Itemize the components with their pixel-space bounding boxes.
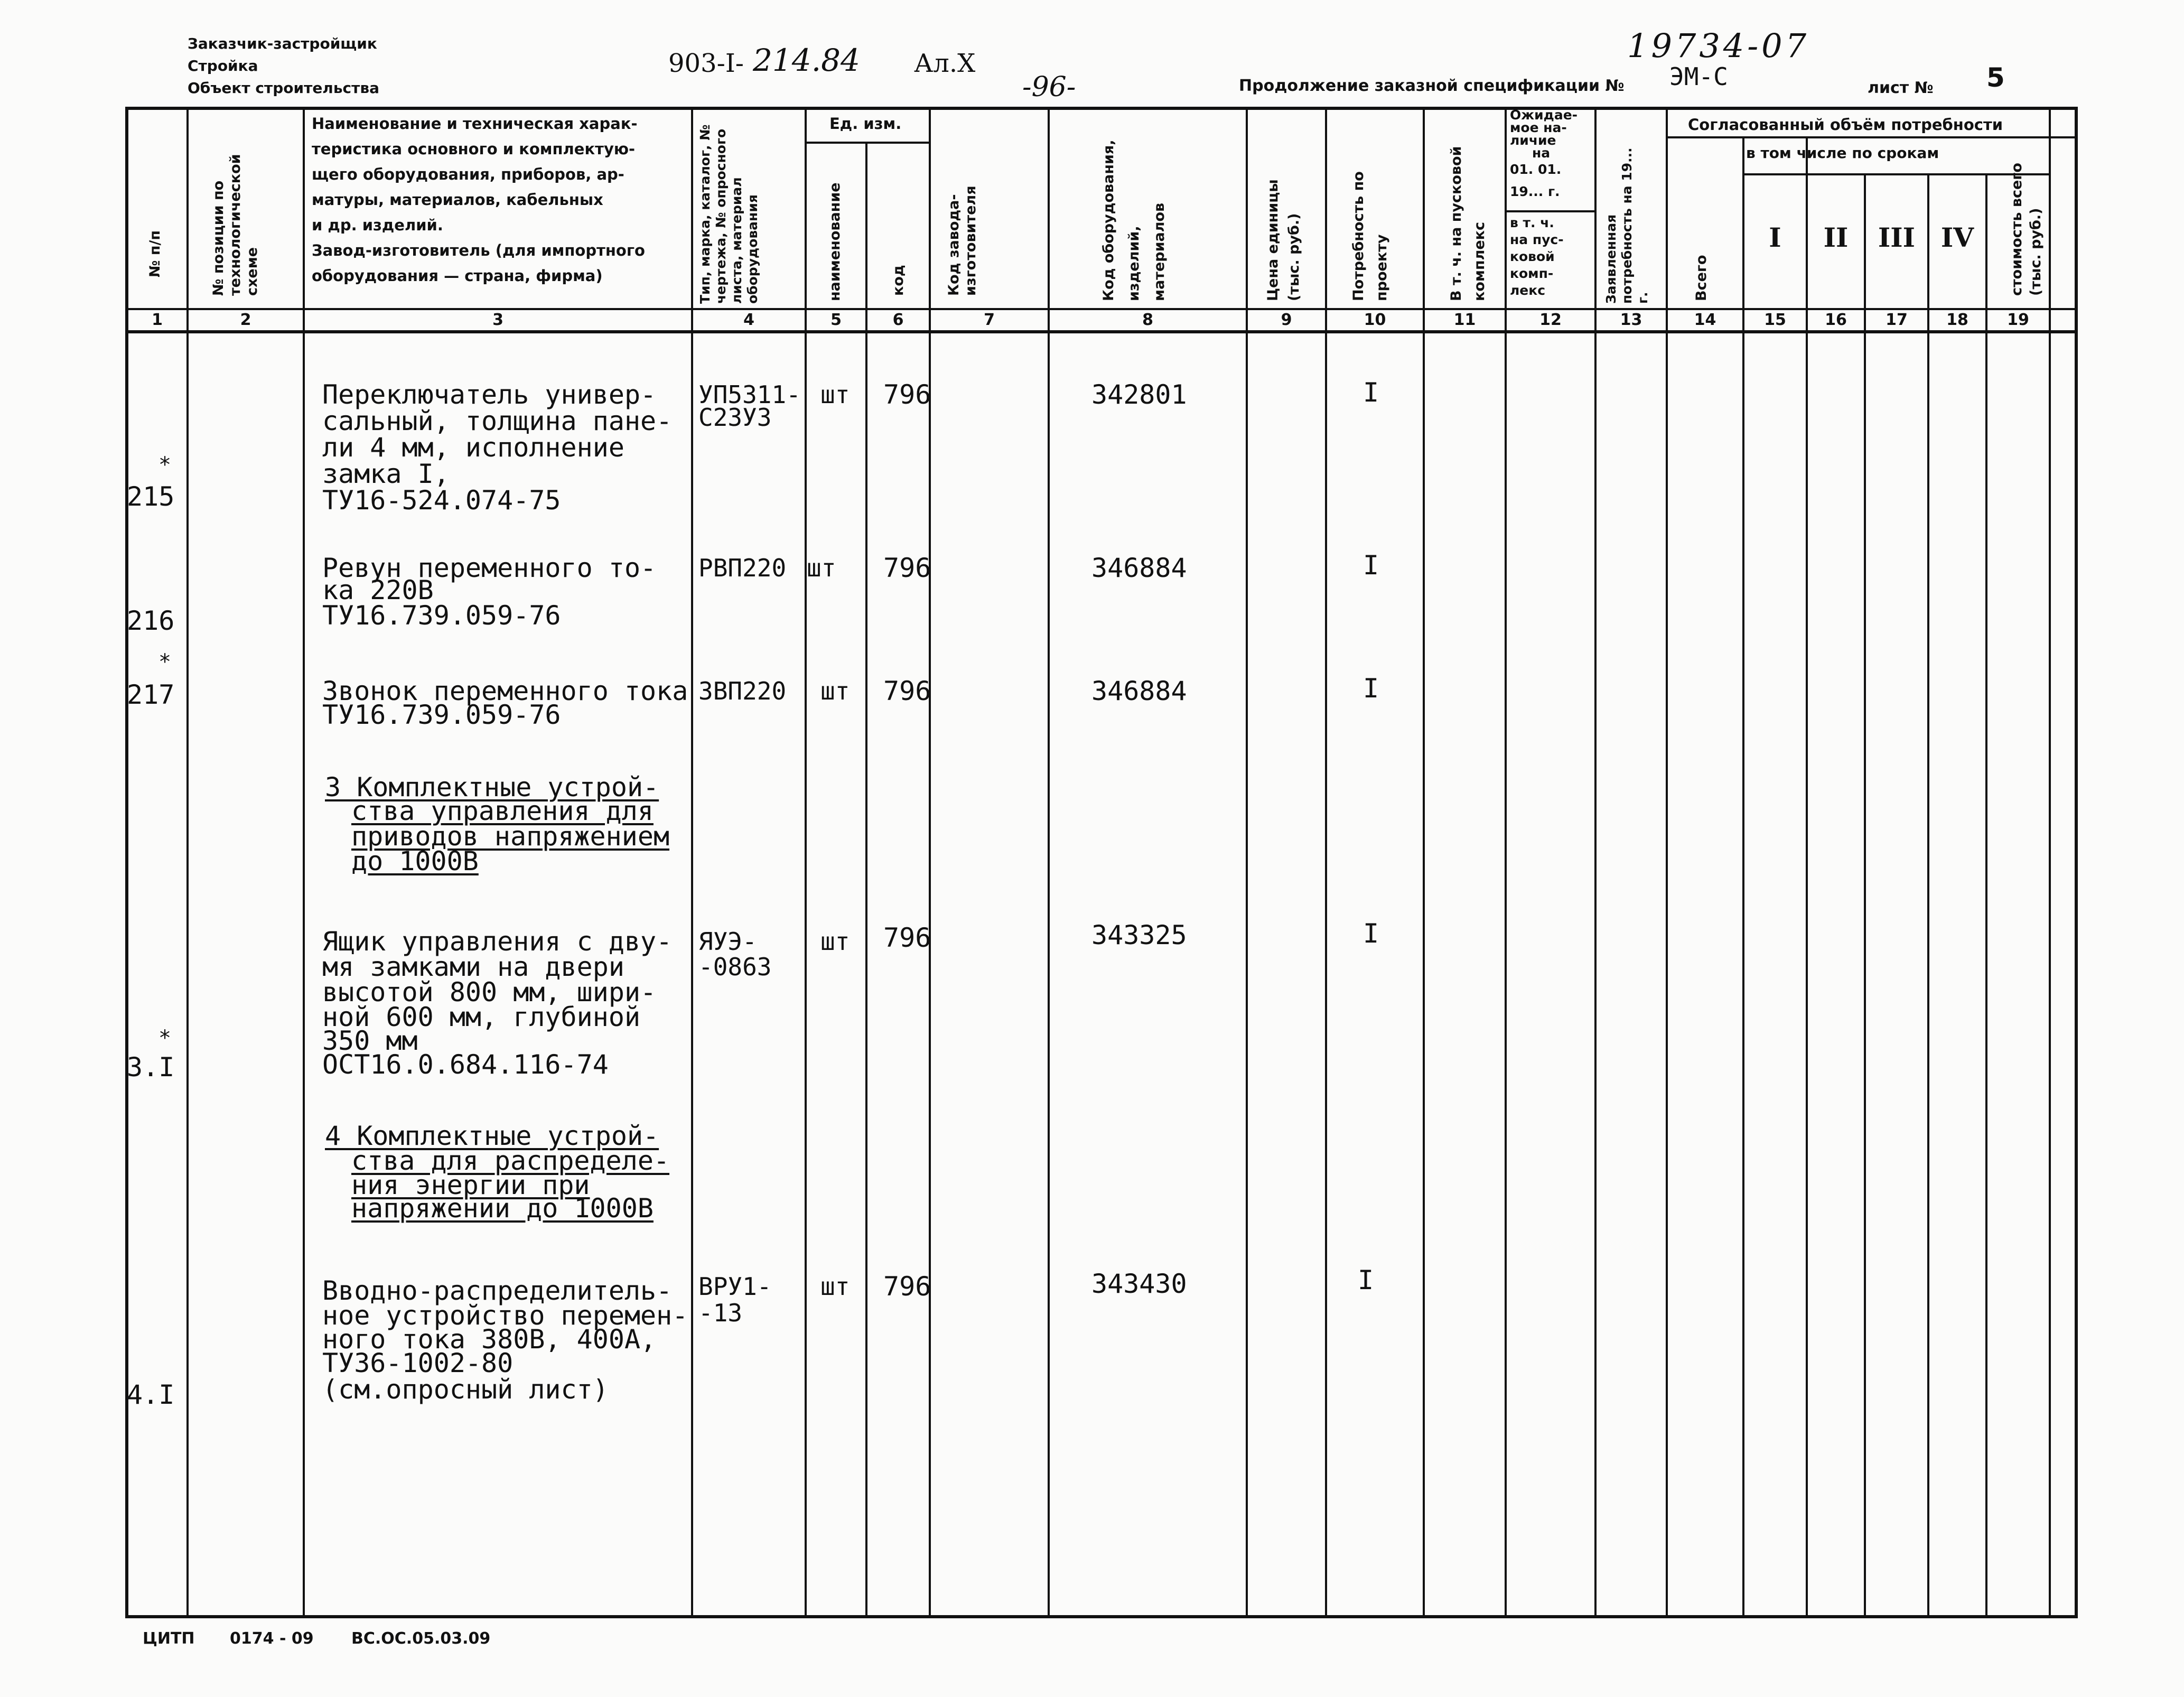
col-header-unit-name: наименование <box>827 182 843 301</box>
col-header-expected-sub-3: ковой <box>1510 249 1555 264</box>
item-name-line: Звонок переменного тока <box>322 676 688 706</box>
row-marker-star: * <box>158 1026 172 1050</box>
col-header-equipment-code: Код оборудования, изделий, материалов <box>1100 139 1168 301</box>
col-header-expected-sub-2: на пус- <box>1510 232 1564 247</box>
item-unit-code: 796 <box>883 553 931 583</box>
item-name-line: ТУ36-1002-80 <box>322 1348 514 1378</box>
item-type: ЯУЭ- <box>698 927 757 956</box>
item-name-line: ТУ16-524.074-75 <box>322 485 561 516</box>
spec-continuation-label: Продолжение заказной спецификации № <box>1239 77 1625 95</box>
inventory-number: 19734-07 <box>1627 26 1810 65</box>
item-type: ВРУ1- <box>698 1272 772 1301</box>
item-unit: шт <box>807 554 836 582</box>
construction-label: Стройка <box>188 57 258 74</box>
item-type: -13 <box>698 1299 743 1327</box>
doc-code: 903-I- <box>668 49 744 78</box>
doc-code-handwritten: 214.84 <box>753 42 860 78</box>
item-name-line: ного тока 380В, 400А, <box>322 1324 657 1355</box>
col-header-expected-2: мое на- <box>1510 120 1567 135</box>
item-project-need: I <box>1363 673 1379 704</box>
section-title-line: напряжении до 1000В <box>351 1193 654 1224</box>
row-position: 217 <box>127 679 175 710</box>
album-label: Ал.X <box>914 49 976 78</box>
row-position: 4.I <box>127 1379 175 1410</box>
item-equipment-code: 343430 <box>1091 1269 1187 1299</box>
col-header-term-4: IV <box>1940 222 1974 253</box>
section-title-line: 3 Комплектные устрой- <box>325 772 659 803</box>
col-header-description-2: теристика основного и комплектую- <box>312 140 636 158</box>
col-number: 6 <box>892 311 904 329</box>
sheet-label: лист № <box>1868 79 1934 97</box>
footer-code: 0174 - 09 <box>230 1629 314 1648</box>
item-unit-code: 796 <box>883 676 931 706</box>
col-number: 8 <box>1142 311 1153 329</box>
col-header-description-6: Завод-изготовитель (для импортного <box>312 241 645 259</box>
col-header-term-3: III <box>1878 222 1916 253</box>
item-project-need: I <box>1363 377 1379 408</box>
col-number: 14 <box>1694 311 1716 329</box>
item-name-line: Переключатель универ- <box>322 379 657 410</box>
item-name-line: ТУ16.739.059-76 <box>322 600 561 631</box>
item-name-line: ли 4 мм, исполнение <box>322 432 624 463</box>
row-position: 216 <box>127 605 175 636</box>
section-title-line: до 1000В <box>351 846 479 877</box>
col-number: 11 <box>1453 311 1476 329</box>
item-unit-code: 796 <box>883 922 931 953</box>
item-name-line: 350 мм <box>322 1025 418 1056</box>
item-name-line: ТУ16.739.059-76 <box>322 700 561 730</box>
item-project-need: I <box>1358 1265 1374 1295</box>
row-position: 3.I <box>127 1052 175 1083</box>
spec-number: ЭМ-С <box>1669 62 1728 91</box>
item-name-line: мя замками на двери <box>322 952 624 982</box>
item-name-line: высотой 800 мм, шири- <box>322 977 657 1008</box>
item-unit-code: 796 <box>883 1271 931 1302</box>
item-type: -0863 <box>698 953 772 981</box>
section-title-line: ства для распределе- <box>351 1145 670 1176</box>
item-name-line: ОСТ16.0.684.116-74 <box>322 1049 609 1080</box>
col-number: 9 <box>1281 311 1292 329</box>
col-number: 10 <box>1364 311 1386 329</box>
sheet-number: 5 <box>1986 62 2005 93</box>
col-header-description-1: Наименование и техническая харак- <box>312 115 638 133</box>
col-header-expected-6: 19... г. <box>1510 184 1560 199</box>
footer-reference: ВС.ОС.05.03.09 <box>351 1629 491 1648</box>
item-name-line: замка I, <box>322 459 450 489</box>
col-number: 5 <box>830 311 842 329</box>
item-equipment-code: 342801 <box>1091 379 1187 410</box>
col-number: 4 <box>743 311 754 329</box>
col-header-description-7: оборудования — страна, фирма) <box>312 267 603 285</box>
item-unit: шт <box>820 1272 850 1301</box>
item-type: РВП220 <box>698 554 787 582</box>
col-header-agreed-volume: Согласованный объём потребности <box>1688 116 2003 134</box>
item-type: ЗВП220 <box>698 677 787 705</box>
section-title-line: ства управления для <box>351 796 654 826</box>
section-title-line: ния энергии при <box>351 1170 590 1200</box>
item-equipment-code: 343325 <box>1091 920 1187 950</box>
col-header-term-1: I <box>1769 222 1781 253</box>
col-number: 13 <box>1620 311 1642 329</box>
col-header-expected-sub-5: лекс <box>1510 283 1546 298</box>
item-name-line: Вводно-распределитель- <box>322 1275 673 1306</box>
item-name-line: сальный, толщина пане- <box>322 406 673 436</box>
col-header-declared-need: Заявленная потребность на 19... г. <box>1603 147 1650 304</box>
item-unit: шт <box>820 927 850 956</box>
col-header-description-5: и др. изделий. <box>312 216 443 234</box>
col-number: 3 <box>492 311 503 329</box>
item-project-need: I <box>1363 550 1379 581</box>
col-header-expected-sub-4: комп- <box>1510 266 1554 281</box>
section-title-line: 4 Комплектные устрой- <box>325 1121 659 1151</box>
col-header-manufacturer-code: Код завода-изготовителя <box>946 185 979 296</box>
object-label: Объект строительства <box>188 79 379 97</box>
item-name-line: ка 220В <box>322 575 434 605</box>
col-number: 17 <box>1886 311 1908 329</box>
col-header-expected-1: Ожидае- <box>1510 107 1578 123</box>
item-project-need: I <box>1363 918 1379 949</box>
section-title-line: приводов напряжением <box>351 821 670 852</box>
customer-label: Заказчик-застройщик <box>188 35 377 52</box>
row-marker-star: * <box>158 650 172 674</box>
col-header-unit-price: Цена единицы (тыс. руб.) <box>1265 179 1302 301</box>
item-name-line: ное устройство перемен- <box>322 1300 688 1331</box>
item-unit: шт <box>820 380 850 409</box>
col-header-term-2: II <box>1823 222 1849 253</box>
col-header-startup-complex: В т. ч. на пусковой комплекс <box>1448 146 1488 301</box>
row-position: 215 <box>127 481 175 512</box>
col-number: 12 <box>1539 311 1562 329</box>
item-name-line: Ящик управления с дву- <box>322 926 673 957</box>
col-header-total: Всего <box>1693 255 1710 301</box>
col-header-type: Тип, марка, каталог, № чертежа, № опросного листа, материал оборудования <box>697 124 760 304</box>
item-name-line: ной 600 мм, глубиной <box>322 1002 641 1032</box>
item-name-line: (см.опросный лист) <box>322 1374 609 1405</box>
item-unit-code: 796 <box>883 379 931 410</box>
col-number: 1 <box>152 311 163 329</box>
col-header-position: № позиции по технологической схеме <box>210 154 260 296</box>
item-type: С23У3 <box>698 403 772 432</box>
footer-org: ЦИТП <box>143 1629 195 1648</box>
col-header-description-4: матуры, материалов, кабельных <box>312 191 603 209</box>
page-number-handwritten: -96- <box>1022 71 1076 103</box>
col-header-project-need: Потребность по проекту <box>1350 171 1390 301</box>
col-header-terms-group: в том числе по срокам <box>1746 144 1939 162</box>
col-header-unit-code: код <box>890 265 907 296</box>
col-header-expected-4: на <box>1532 145 1551 161</box>
col-number: 15 <box>1764 311 1786 329</box>
col-header-total-cost: стоимость всего (тыс. руб.) <box>2009 163 2044 296</box>
item-equipment-code: 346884 <box>1091 553 1187 583</box>
col-header-expected-5: 01. 01. <box>1510 162 1562 177</box>
col-number: 16 <box>1825 311 1847 329</box>
col-header-expected-3: личие <box>1510 133 1556 148</box>
item-unit: шт <box>820 677 850 705</box>
col-header-unit-group: Ед. изм. <box>829 115 902 133</box>
item-equipment-code: 346884 <box>1091 676 1187 706</box>
item-type: УП5311- <box>698 380 801 409</box>
col-number: 2 <box>240 311 251 329</box>
col-number: 19 <box>2007 311 2029 329</box>
col-header-row-number: № п/п <box>147 230 163 277</box>
col-header-expected-sub-1: в т. ч. <box>1510 215 1554 230</box>
item-name-line: Ревун переменного то- <box>322 553 657 583</box>
col-number: 18 <box>1946 311 1968 329</box>
col-number: 7 <box>984 311 995 329</box>
col-header-description-3: щего оборудования, приборов, ар- <box>312 165 624 183</box>
row-marker-star: * <box>158 453 172 477</box>
